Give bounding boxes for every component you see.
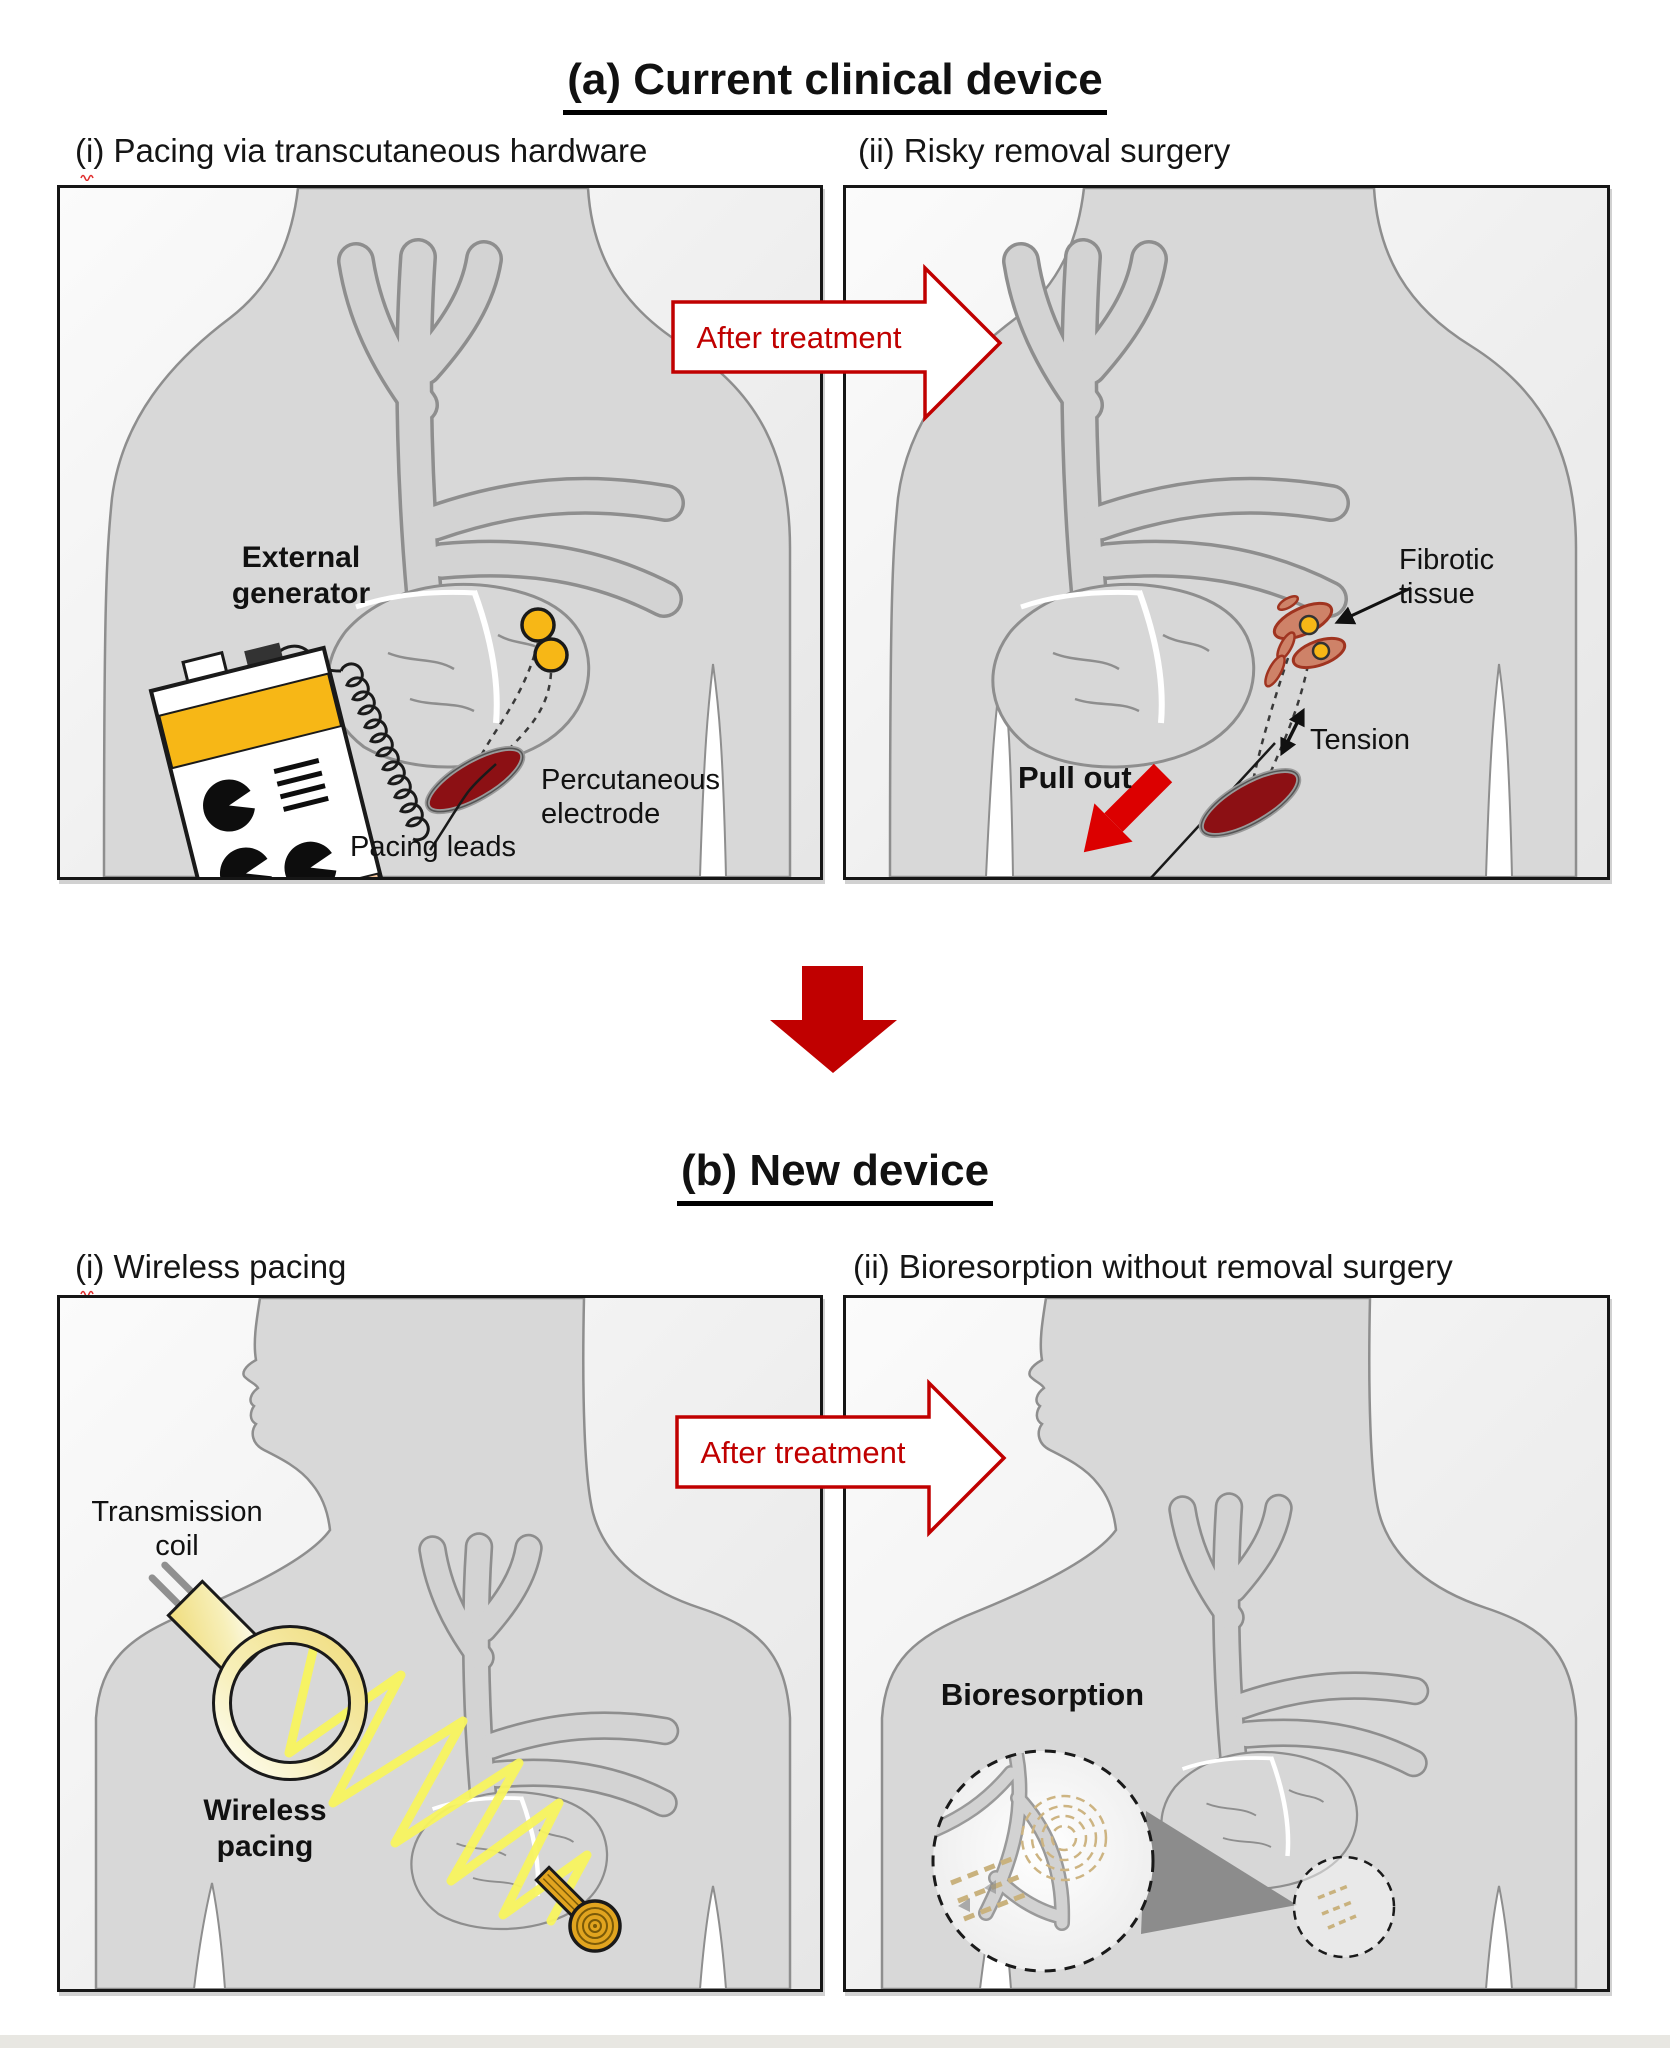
- percutaneous-electrode-label: Percutaneous electrode: [541, 764, 720, 830]
- panel-a2-header: (ii) Risky removal surgery: [858, 132, 1231, 169]
- panel-a1-header: (i) Pacing via transcutaneous hardware: [75, 132, 648, 169]
- implant-site-circle: [1294, 1857, 1394, 1957]
- bioresorption-zoom-circle: [933, 1751, 1153, 1971]
- pacing-leads-label: Pacing leads: [350, 831, 517, 863]
- panel-b1-header: (i) Wireless pacing: [75, 1248, 347, 1285]
- external-generator-label: External generator: [231, 541, 371, 610]
- section-transition-arrow: [765, 960, 905, 1080]
- section-b-title: (b) New device: [677, 1146, 993, 1206]
- bioresorption-label: Bioresorption: [940, 1677, 1145, 1712]
- after-treatment-text-b: After treatment: [700, 1435, 906, 1470]
- pull-out-label: Pull out: [1018, 760, 1132, 795]
- spellcheck-squiggle: [80, 172, 98, 181]
- after-treatment-text-a: After treatment: [696, 320, 902, 355]
- fibrotic-tissue-label: Fibrotic tissue: [1399, 544, 1495, 610]
- transmission-coil-label: Transmission coil: [91, 1496, 263, 1562]
- panel-b2-header: (ii) Bioresorption without removal surgery: [853, 1248, 1453, 1285]
- tension-label: Tension: [1310, 724, 1410, 756]
- wireless-pacing-label: Wireless pacing: [203, 1794, 327, 1863]
- section-a-title: (a) Current clinical device: [563, 55, 1107, 115]
- page-bottom-strip: [0, 2035, 1670, 2048]
